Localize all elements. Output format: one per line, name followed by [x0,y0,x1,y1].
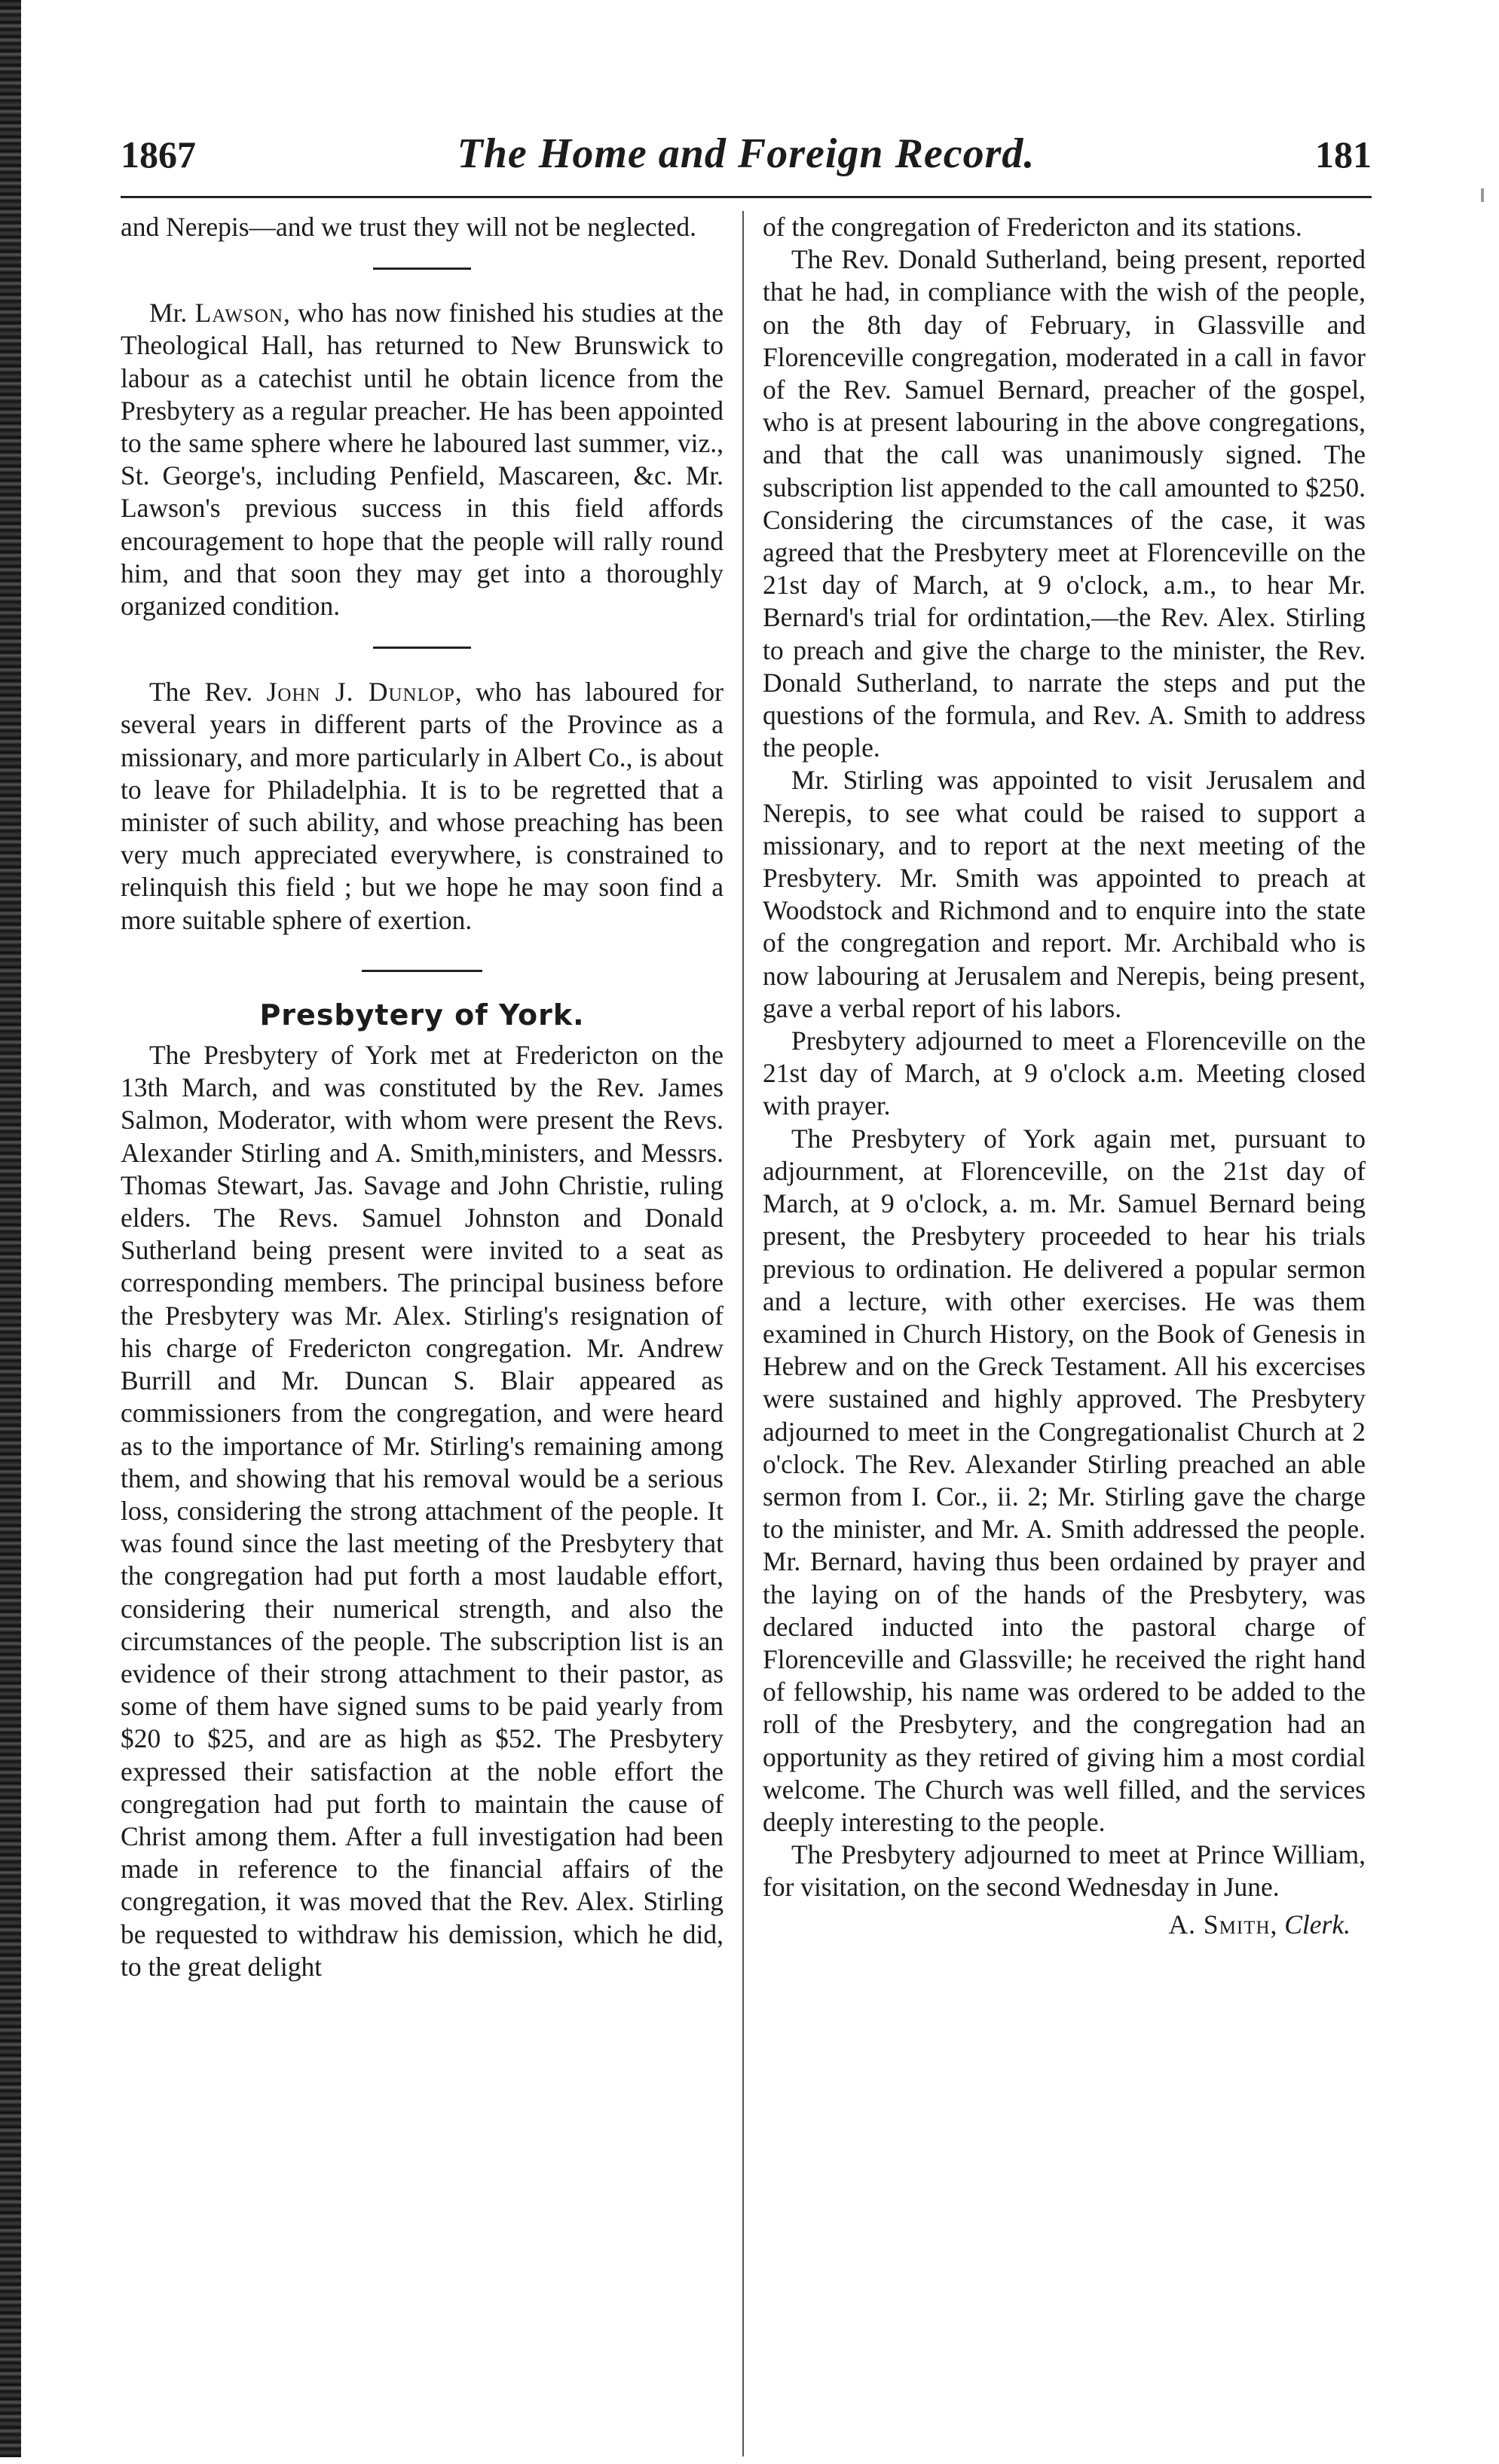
separator-rule [373,647,471,649]
signatory-title: Clerk. [1284,1909,1351,1940]
paragraph: Mr. Lawson, who has now finished his studies at the Theological Hall, has returned to New Brunswick to labour as a catechist until he obtain licence from the Presbytery as a regular preacher. He has been appointed to the same sphere where he laboured last summer, viz., St. George's, including Penfield, Mascareen, &c. Mr. Lawson's previous success in this field affords encouragement to hope that the people will rally round him, and that soon they may get into a thoroughly organized condition. [121,298,723,622]
page-binding-edge [0,0,21,2457]
running-header [121,127,1372,198]
paragraph: The Rev. Donald Sutherland, being present, reported that he had, in compliance with the wish of the people, on the 8th day of February, in Glassville and Florenceville congregation, moderated in a call in favor of the Rev. Samuel Bernard, preacher of the gospel, who is at present labouring in the above congregations, and that the call was unanimously signed. The subscription list appended to the call amounted to $250. Considering the circumstances of the case, it was agreed that the Presbytery meet at Florenceville on the 21st day of March, at 9 o'clock, a.m., to hear Mr. Bernard's trial for ordintation,—the Rev. Alex. Stirling to preach and give the charge to the minister, the Rev. Donald Sutherland, to narrate the steps and put the questions of the formula, and Rev. A. Smith to address the people. [763,244,1366,763]
paragraph: Mr. Stirling was appointed to visit Jerusalem and Nerepis, to see what could be raised to support a missionary, and to report at the next meeting of the Presbytery. Mr. Smith was appointed to preach at Woodstock and Richmond and to enquire into the state of the congregation and report. Mr. Archibald who is now labouring at Jerusalem and Nerepis, being present, gave a verbal report of his labors. [763,765,1366,1023]
margin-mark [1481,188,1484,202]
right-column [763,211,1366,1941]
two-column-body [121,211,1372,2464]
paragraph: Presbytery adjourned to meet a Florenceville on the 21st day of March, at 9 o'clock a.m. Meeting closed with prayer. [763,1026,1366,1121]
journal-page [121,127,1372,1982]
paragraph: and Nerepis—and we trust they will not be neglected. [121,212,697,242]
paragraph: of the congregation of Fredericton and its stations. [763,212,1302,242]
header-title: The Home and Foreign Record. [457,130,1036,177]
page-number: 181 [1315,133,1372,176]
signature-line [763,1909,1366,1941]
separator-rule [373,267,471,270]
paragraph: The Rev. John J. Dunlop, who has laboured for several years in different parts of the Province as a missionary, and more particularly in Albert Co., is about to leave for Philadelphia. It is to be regretted that a minister of such ability, and whose preaching has been very much appreciated everywhere, is constrained to relinquish this field ; but we hope he may soon find a more suitable sphere of exertion. [121,677,723,935]
header-year: 1867 [121,133,196,176]
person-name: John J. Dunlop [266,677,455,708]
paragraph: The Presbytery of York met at Fredericton on the 13th March, and was constituted by the Rev. James Salmon, Moderator, with whom were present the Revs. Alexander Stirling and A. Smith,ministers, and Messrs. Thomas Stewart, Jas. Savage and John Christie, ruling elders. The Revs. Samuel Johnston and Donald Sutherland being present were invited to a seat as corresponding members. The principal business before the Presbytery was Mr. Alex. Stirling's resignation of his charge of Fredericton congregation. Mr. Andrew Burrill and Mr. Duncan S. Blair appeared as commissioners from the congregation, and were heard as to the importance of Mr. Stirling's remaining among them, and showing that his removal would be a serious loss, considering the strong attachment of the people. It was found since the last meeting of the Presbytery that the congregation had put forth a most laudable effort, considering their numerical strength, and also the circumstances of the people. The subscription list is an evidence of their strong attachment to their pastor, as some of them have signed sums to be paid yearly from $20 to $25, and are as high as $52. The Presbytery expressed their satisfaction at the noble effort the congregation had put forth to maintain the cause of Christ among them. After a full investigation had been made in reference to the financial affairs of the congregation, it was moved that the Rev. Alex. Stirling be requested to withdraw his demission, which he did, to the great delight [121,1040,723,1982]
left-column [121,211,723,1983]
paragraph: The Presbytery of York again met, pursuant to adjournment, at Florenceville, on the 21st day of March, at 9 o'clock, a. m. Mr. Samuel Bernard being present, the Presbytery proceeded to hear his trials previous to ordination. He delivered a popular sermon and a lecture, with other exercises. He was them examined in Church History, on the Book of Genesis in Hebrew and on the Greck Testament. All his excercises were sustained and highly approved. The Presbytery adjourned to meet in the Congregationalist Church at 2 o'clock. The Rev. Alexander Stirling preached an able sermon from I. Cor., ii. 2; Mr. Stirling gave the charge to the minister, and Mr. A. Smith addressed the people. Mr. Bernard, having thus been ordained by prayer and the laying on of the hands of the Presbytery, was declared inducted into the pastoral charge of Florenceville and Glassville; he received the right hand of fellowship, his name was ordered to be added to the roll of the Presbytery, and the congregation had an opportunity as they retired of giving him a most cordial welcome. The Church was well filled, and the services deeply interesting to the people. [763,1123,1366,1837]
person-name: Lawson [194,298,283,329]
column-divider [742,211,744,2456]
section-heading: Presbytery of York. [259,998,585,1032]
separator-rule [362,970,482,972]
signatory-name: A. Smith, [1168,1909,1278,1940]
paragraph: The Presbytery adjourned to meet at Prince William, for visitation, on the second Wednesday in June. [763,1839,1366,1903]
